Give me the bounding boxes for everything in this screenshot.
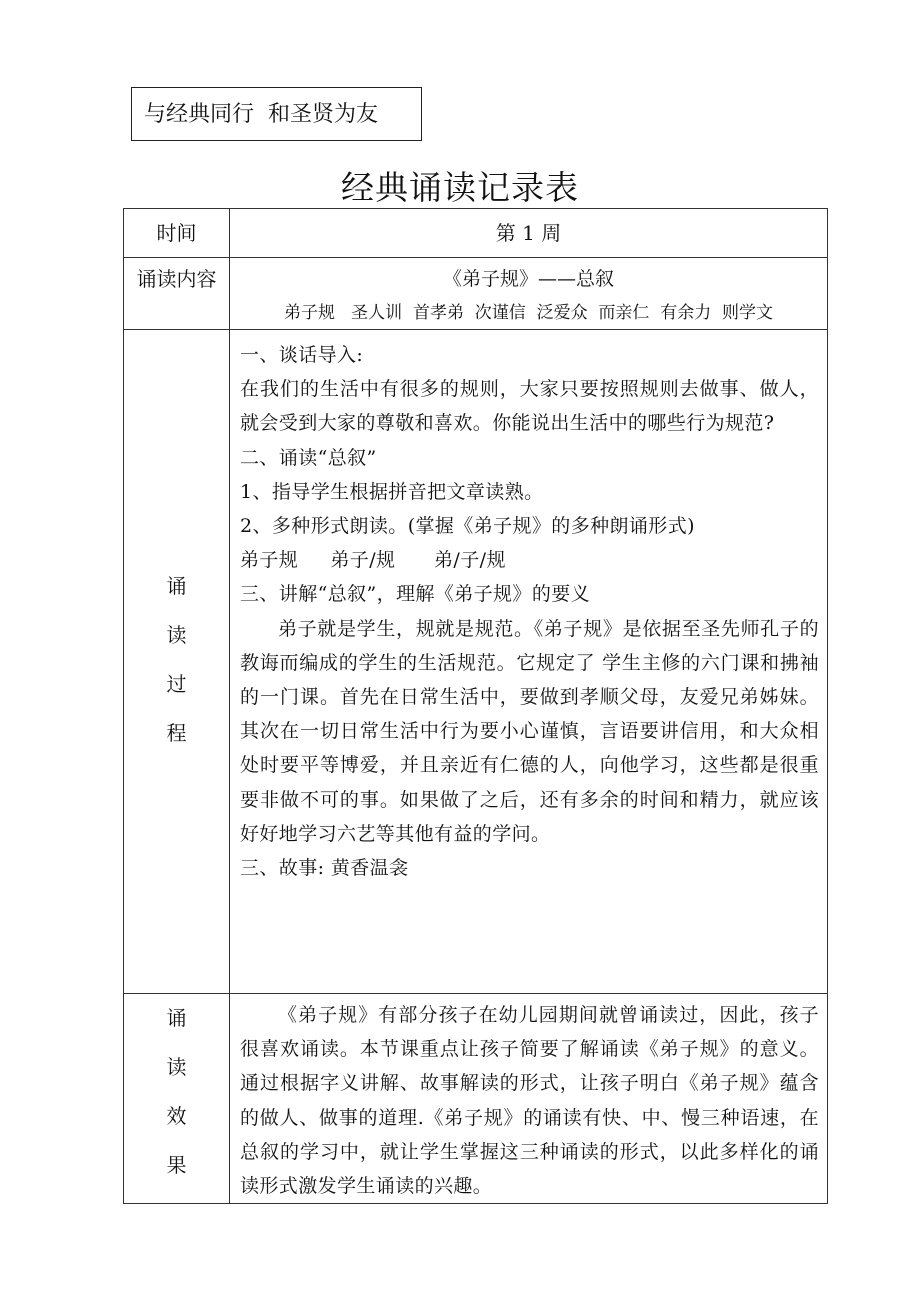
process-line: 三、故事: 黄香温衾 (240, 857, 409, 880)
process-label-cell (124, 330, 230, 994)
process-paragraph: 弟子就是学生，规就是规范。《弟子规》是依据至圣先师孔子的教诲而编成的学生的生活规范。它规定了 学生主修的六门课和拂袖的一门课。首先在日常生活中，要做到孝顺父母，友爱兄弟姊妹。其次在一切日常生活中行为要小心谨慎，言语要讲信用，和大众相处时要平等博爱，并且亲近有仁德的人，向他学习，这些都是很重要非做不可的事。如果做了之后，还有多余的时间和精力，就应该好好地学习六艺等其他有益的学问。 (240, 617, 819, 845)
record-table (123, 208, 828, 1204)
content-label: 诵读内容 (136, 267, 217, 291)
effect-label-char: 读 (166, 1055, 187, 1079)
effect-row (124, 994, 828, 1204)
content-value-cell (230, 258, 828, 330)
process-line: 一、谈话导入: (240, 344, 364, 366)
content-title: 《弟子规》——总叙 (442, 268, 614, 290)
process-line: 二、诵读“总叙” (240, 446, 377, 469)
effect-paragraph: 《弟子规》有部分孩子在幼儿园期间就曾诵读过，因此，孩子很喜欢诵读。本节课重点让孩子简要了解诵读《弟子规》的意义。通过根据字义讲解、故事解读的形式，让孩子明白《弟子规》蕴含的做人、做事的道理.《弟子规》的诵读有快、中、慢三种语速，在总叙的学习中，就让学生掌握这三种诵读的形式，以此多样化的诵读形式激发学生诵读的兴趣。 (240, 1004, 819, 1198)
process-text (230, 330, 827, 885)
effect-content-cell (230, 994, 828, 1204)
time-label-cell (124, 209, 230, 258)
process-label-char: 过 (166, 672, 187, 696)
effect-text (230, 994, 827, 1203)
process-row (124, 330, 828, 994)
time-row (124, 209, 828, 258)
content-label-cell (124, 258, 230, 330)
process-line: 弟子规 弟子/规 弟/子/规 (240, 549, 506, 572)
content-row (124, 258, 828, 330)
time-value: 第 1 周 (495, 221, 562, 245)
page-title: 经典诵读记录表 (341, 168, 579, 207)
effect-label-cell (124, 994, 230, 1204)
process-line: 在我们的生活中有很多的规则，大家只要按照规则去做事、做人，就会受到大家的尊敬和喜欢。你能说出生活中的哪些行为规范? (240, 378, 819, 435)
effect-label-char: 效 (166, 1104, 187, 1128)
process-label-char: 程 (166, 721, 187, 745)
time-label: 时间 (156, 221, 197, 245)
process-label-char: 诵 (166, 574, 187, 598)
content-subtitle: 弟子规 圣人训 首孝弟 次谨信 泛爱众 而亲仁 有余力 则学文 (283, 303, 774, 323)
process-line: 2、多种形式朗读。(掌握《弟子规》的多种朗诵形式) (240, 515, 695, 538)
effect-label-char: 果 (166, 1153, 187, 1177)
process-content-cell (230, 330, 828, 994)
process-label-char: 读 (166, 623, 187, 647)
motto-box: 与经典同行 和圣贤为友 (131, 87, 422, 141)
process-line: 三、讲解“总叙”，理解《弟子规》的要义 (240, 583, 591, 606)
time-value-cell (230, 209, 828, 258)
effect-label-char: 诵 (166, 1006, 187, 1030)
process-line: 1、指导学生根据拼音把文章读熟。 (240, 480, 544, 503)
